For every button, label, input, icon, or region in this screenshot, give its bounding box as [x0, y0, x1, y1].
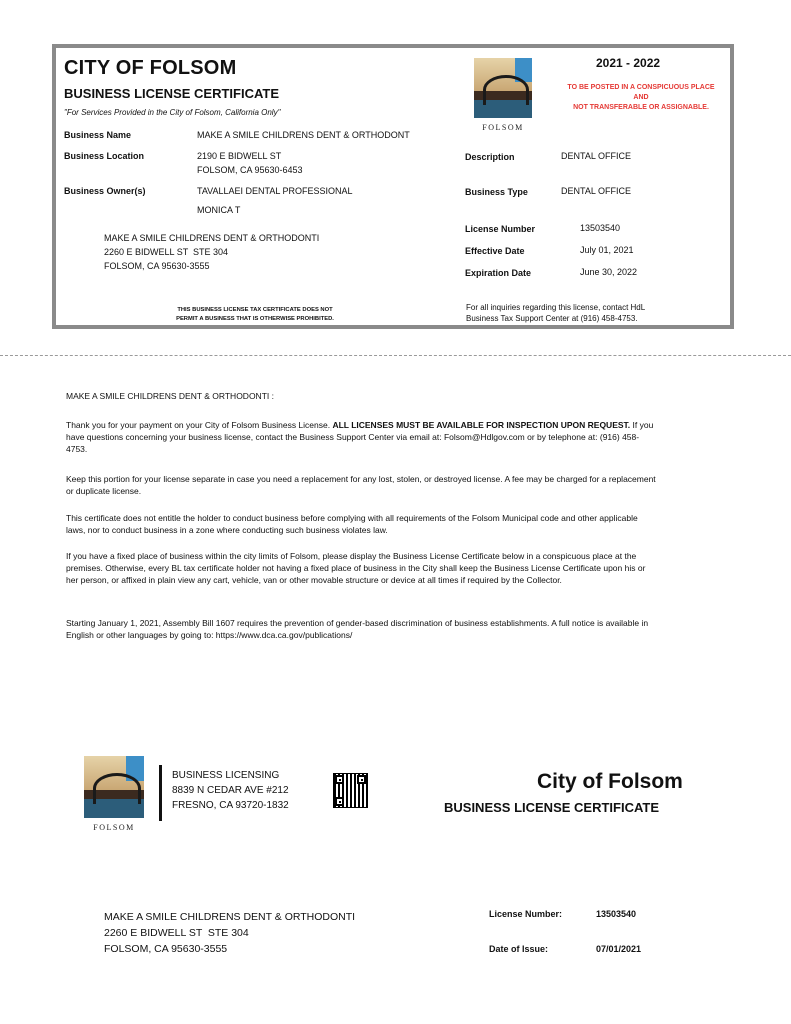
- recipient-line-3: FOLSOM, CA 95630-3555: [104, 943, 228, 955]
- posting-warning: [552, 83, 730, 113]
- recipient-line-1: MAKE A SMILE CHILDRENS DENT & ORTHODONTI: [104, 911, 356, 923]
- return-line-2: 8839 N CEDAR AVE #212: [172, 785, 289, 796]
- p1-start: Thank you for your payment on your City of Folsom Business License.: [66, 420, 333, 430]
- date-of-issue-label: Date of Issue:: [489, 944, 549, 954]
- warning-line-3: NOT TRANSFERABLE OR ASSIGNABLE.: [573, 104, 709, 111]
- date-of-issue-value: 07/01/2021: [596, 944, 642, 954]
- tear-line: [0, 355, 791, 356]
- inquiry-line-2: Business Tax Support Center at (916) 458-4753.: [466, 314, 638, 323]
- return-line-3: FRESNO, CA 93720-1832: [172, 800, 289, 811]
- expiration-date-value: June 30, 2022: [580, 267, 638, 277]
- return-address-bar: [159, 765, 162, 821]
- inquiry-line-1: For all inquiries regarding this license, contact HdL: [466, 303, 646, 312]
- disclaimer: [135, 306, 375, 324]
- business-location-label: Business Location: [64, 151, 145, 161]
- mailer-city-title: City of Folsom: [537, 770, 683, 793]
- return-address: [172, 768, 289, 813]
- folsom-logo-bottom: [84, 756, 144, 832]
- logo-word: FOLSOM: [482, 123, 524, 132]
- mailing-address: [104, 231, 319, 273]
- city-title: CITY OF FOLSOM: [64, 57, 237, 79]
- letter-paragraph-4: If you have a fixed place of business within the city limits of Folsom, please display the Business License Certificate below in a conspicuous place at the premises. Otherwise, every BL tax certificate holder not having a fixed place of business in the City shall keep the Business License Certificate upon his or her person, or affixed in plain view any cart, vehicle, van or other movable structure or device at all times if required by the Collector.: [66, 551, 646, 585]
- mailer-license-number-value: 13503540: [596, 909, 637, 919]
- p1-bold: ALL LICENSES MUST BE AVAILABLE FOR INSPECTION UPON REQUEST.: [332, 420, 631, 430]
- business-type-label: Business Type: [465, 187, 528, 197]
- mailer-cert-title: BUSINESS LICENSE CERTIFICATE: [444, 800, 660, 815]
- folsom-logo: [474, 58, 532, 132]
- certificate-title: BUSINESS LICENSE CERTIFICATE: [64, 86, 280, 101]
- letter-paragraph-1: [66, 419, 656, 455]
- business-location-value: [197, 149, 303, 177]
- recipient-address: [104, 909, 355, 957]
- inquiry-note: [466, 302, 645, 324]
- mailing-line-3: FOLSOM, CA 95630-3555: [104, 261, 210, 271]
- warning-line-2: AND: [633, 94, 649, 101]
- description-label: Description: [465, 152, 515, 162]
- license-number-value: 13503540: [580, 223, 621, 233]
- business-name-value: MAKE A SMILE CHILDRENS DENT & ORTHODONT: [197, 130, 410, 140]
- letter-salutation: MAKE A SMILE CHILDRENS DENT & ORTHODONTI :: [66, 391, 274, 401]
- mailing-line-1: MAKE A SMILE CHILDRENS DENT & ORTHODONTI: [104, 233, 320, 243]
- location-line-2: FOLSOM, CA 95630-6453: [197, 165, 303, 175]
- effective-date-label: Effective Date: [465, 246, 525, 256]
- owner-line-1: TAVALLAEI DENTAL PROFESSIONAL: [197, 186, 353, 196]
- business-name-label: Business Name: [64, 130, 132, 140]
- license-year: 2021 - 2022: [596, 56, 661, 70]
- services-note: "For Services Provided in the City of Folsom, California Only": [64, 108, 281, 117]
- p1-end: If you have questions concerning your business license, contact the Business Support Center via email at: Folsom@Hdlgov.com or by telephone at: (916) 458-4753.: [66, 420, 654, 454]
- mailer-license-number-label: License Number:: [489, 909, 563, 919]
- owner-line-2: MONICA T: [197, 205, 241, 215]
- license-number-label: License Number: [465, 224, 536, 234]
- effective-date-value: July 01, 2021: [580, 245, 634, 255]
- warning-line-1: TO BE POSTED IN A CONSPICUOUS PLACE: [567, 84, 715, 91]
- qr-code-icon: [333, 773, 368, 808]
- logo-word-bottom: FOLSOM: [93, 823, 135, 832]
- disclaimer-line-1: THIS BUSINESS LICENSE TAX CERTIFICATE DOES NOT: [177, 307, 333, 313]
- mailing-line-2: 2260 E BIDWELL ST STE 304: [104, 247, 229, 257]
- letter-paragraph-3: This certificate does not entitle the holder to conduct business before complying with all requirements of the Folsom Municipal code and other applicable laws, nor to conduct business in a zone where conducting such business violates law.: [66, 513, 638, 535]
- letter-paragraph-2: Keep this portion for your license separate in case you need a replacement for any lost, stolen, or destroyed license. A fee may be charged for a replacement or duplicate license.: [66, 474, 656, 496]
- return-line-1: BUSINESS LICENSING: [172, 770, 280, 781]
- description-value: DENTAL OFFICE: [561, 151, 632, 161]
- location-line-1: 2190 E BIDWELL ST: [197, 151, 282, 161]
- disclaimer-line-2: PERMIT A BUSINESS THAT IS OTHERWISE PROHIBITED.: [176, 316, 334, 322]
- business-owner-label: Business Owner(s): [64, 186, 146, 196]
- recipient-line-2: 2260 E BIDWELL ST STE 304: [104, 927, 249, 939]
- business-type-value: DENTAL OFFICE: [561, 186, 632, 196]
- letter-paragraph-5: Starting January 1, 2021, Assembly Bill 1607 requires the prevention of gender-based discrimination of business establishments. A full notice is available in English or other languages by going to: https://www.dca.ca.gov/publications/: [66, 618, 649, 640]
- expiration-date-label: Expiration Date: [465, 268, 532, 278]
